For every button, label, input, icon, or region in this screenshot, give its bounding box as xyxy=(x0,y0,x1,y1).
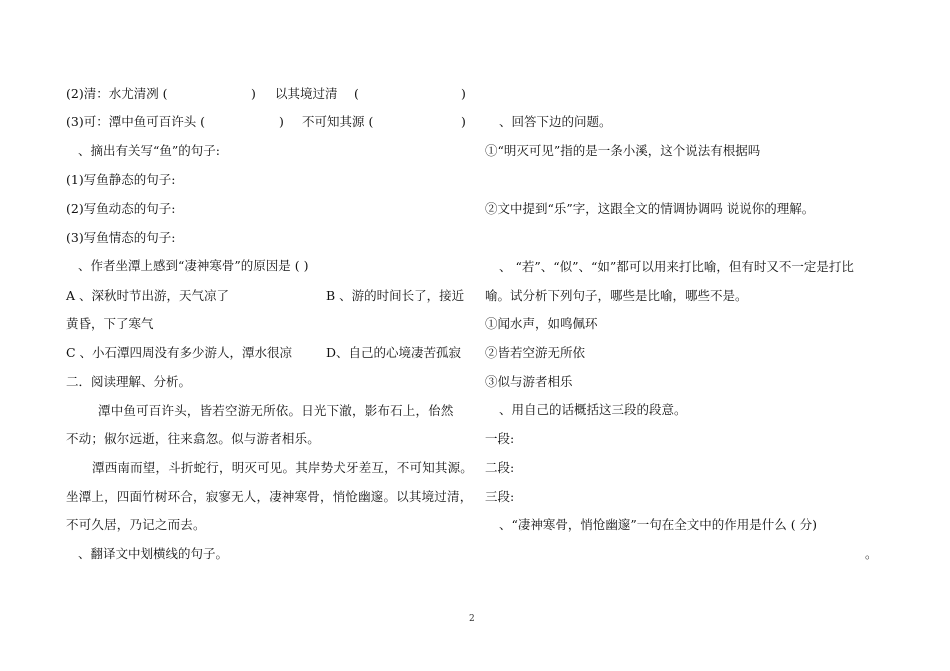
segment-1-label: 一段: xyxy=(485,431,515,446)
fish-emotion: (3)写鱼情态的句子: xyxy=(66,230,176,245)
option-b-continued: 黄昏，下了寒气 xyxy=(66,316,154,331)
q2-second-label: 以其境过清 xyxy=(275,86,338,101)
fish-dynamic: (2)写鱼动态的句子: xyxy=(66,201,176,216)
q3-second-label: 不可知其源 ( xyxy=(302,114,374,129)
metaphor-question-line1: 、 “若”、“似”、“如”都可以用来打比喻，但有时又不一定是打比 xyxy=(499,259,854,274)
sentence-3: ③似与游者相乐 xyxy=(485,374,573,389)
question-2: ②文中提到“乐”字，这跟全文的情调协调吗 说说你的理解。 xyxy=(485,201,815,216)
sentence-2: ②皆若空游无所依 xyxy=(485,345,586,360)
passage-p1-line2: 不动；俶尔远逝，往来翕忽。似与游者相乐。 xyxy=(66,431,321,446)
option-c: C 、小石潭四周没有多少游人，潭水很凉 xyxy=(66,345,293,360)
q2-blank2-open: ( xyxy=(354,86,359,101)
sentence-1: ①闻水声，如鸣佩环 xyxy=(485,316,598,331)
metaphor-question-line2: 喻。试分析下列句子，哪些是比喻，哪些不是。 xyxy=(485,288,748,303)
trailing-period: 。 xyxy=(865,546,878,561)
answer-questions-heading: 、回答下边的问题。 xyxy=(499,114,612,129)
q2-blank1-close: ) xyxy=(251,86,256,101)
segment-3-label: 三段: xyxy=(485,489,515,504)
option-a: A 、深秋时节出游，天气凉了 xyxy=(66,288,230,303)
role-question: 、“凄神寒骨，悄怆幽邃”一句在全文中的作用是什么 ( 分) xyxy=(499,517,817,532)
option-d: D、自己的心境凄苦孤寂 xyxy=(326,345,462,360)
fish-task: 、摘出有关写“鱼”的句子: xyxy=(78,143,220,158)
translate-task: 、翻译文中划横线的句子。 xyxy=(78,546,229,561)
q3-blank2-close: ) xyxy=(461,114,466,129)
cause-question: 、作者坐潭上感到“凄神寒骨”的原因是 ( ) xyxy=(78,258,309,273)
q2-clear-label: (2)清：水尤清冽 ( xyxy=(66,86,168,101)
q3-can-label: (3)可：潭中鱼可百许头 ( xyxy=(66,114,206,129)
passage-p2-line2: 坐潭上，四面竹树环合，寂寥无人，凄神寒骨，悄怆幽邃。以其境过清， xyxy=(66,489,473,504)
segment-2-label: 二段: xyxy=(485,460,515,475)
q3-blank1-close: ) xyxy=(279,114,284,129)
question-1: ①“明灭可见”指的是一条小溪，这个说法有根据吗 xyxy=(485,143,761,158)
passage-p2-line1: 潭西南而望，斗折蛇行，明灭可见。其岸势犬牙差互，不可知其源。 xyxy=(92,460,474,475)
option-b: B 、游的时间长了，接近 xyxy=(326,288,465,303)
section-two-heading: 二．阅读理解、分析。 xyxy=(66,374,192,389)
summary-task: 、用自己的话概括这三段的段意。 xyxy=(499,402,687,417)
passage-p2-line3: 不可久居，乃记之而去。 xyxy=(66,517,206,532)
fish-static: (1)写鱼静态的句子: xyxy=(66,172,176,187)
q2-blank2-close: ) xyxy=(461,86,466,101)
page-number: 2 xyxy=(469,614,475,624)
passage-p1-line1: 潭中鱼可百许头，皆若空游无所依。日光下澈，影布石上，佁然 xyxy=(98,403,454,418)
